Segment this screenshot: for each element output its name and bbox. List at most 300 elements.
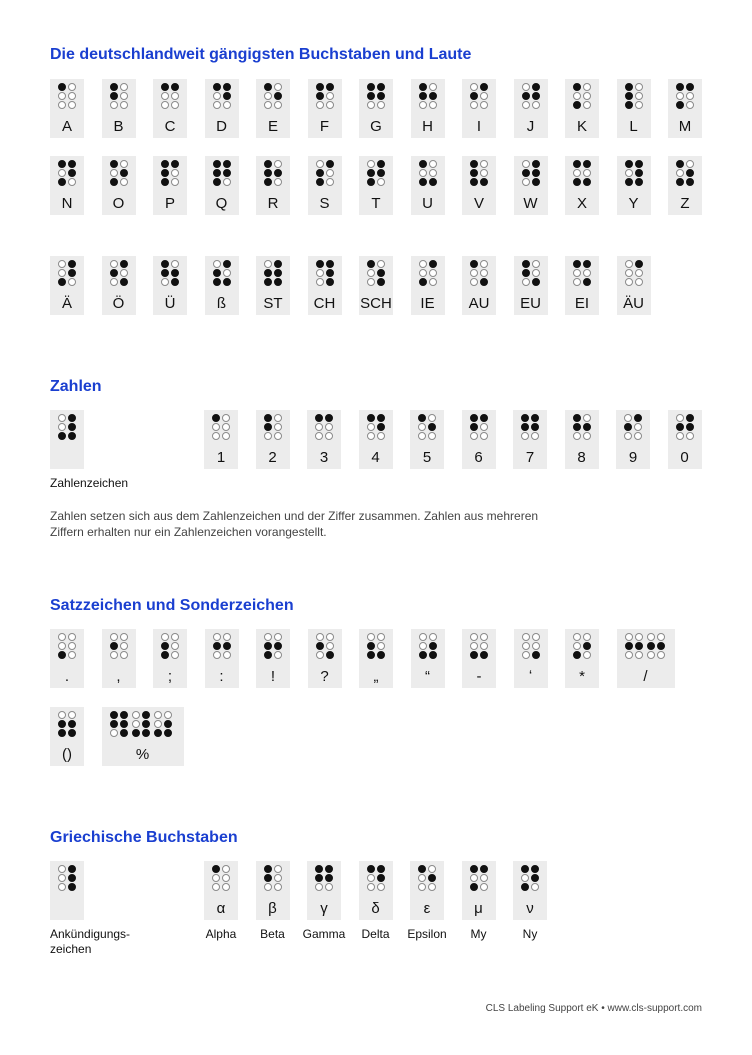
raised-dot bbox=[470, 160, 478, 168]
raised-dot bbox=[367, 169, 375, 177]
raised-dot bbox=[161, 83, 169, 91]
flat-dot bbox=[58, 874, 66, 882]
braille-glyph bbox=[58, 260, 76, 286]
flat-dot bbox=[428, 414, 436, 422]
raised-dot bbox=[316, 178, 324, 186]
raised-dot bbox=[110, 178, 118, 186]
flat-dot bbox=[315, 423, 323, 431]
braille-cell-label: - bbox=[476, 668, 482, 685]
flat-dot bbox=[429, 169, 437, 177]
flat-dot bbox=[274, 651, 282, 659]
braille-glyph bbox=[367, 633, 385, 659]
flat-dot bbox=[522, 642, 530, 650]
raised-dot bbox=[171, 269, 179, 277]
flat-dot bbox=[377, 633, 385, 641]
raised-dot bbox=[120, 169, 128, 177]
flat-dot bbox=[480, 633, 488, 641]
flat-dot bbox=[161, 278, 169, 286]
raised-dot bbox=[573, 101, 581, 109]
flat-dot bbox=[58, 883, 66, 891]
braille-cell bbox=[616, 410, 650, 469]
flat-dot bbox=[377, 178, 385, 186]
flat-dot bbox=[377, 642, 385, 650]
number-sign-label: Zahlenzeichen bbox=[50, 476, 129, 490]
raised-dot bbox=[264, 414, 272, 422]
raised-dot bbox=[531, 865, 539, 873]
raised-dot bbox=[635, 642, 643, 650]
braille-cell-label: K bbox=[576, 118, 587, 135]
raised-dot bbox=[635, 160, 643, 168]
flat-dot bbox=[573, 269, 581, 277]
flat-dot bbox=[429, 269, 437, 277]
flat-dot bbox=[470, 432, 478, 440]
flat-dot bbox=[213, 260, 221, 268]
flat-dot bbox=[274, 423, 282, 431]
flat-dot bbox=[58, 269, 66, 277]
flat-dot bbox=[635, 83, 643, 91]
flat-dot bbox=[470, 642, 478, 650]
braille-cell-label: ? bbox=[320, 668, 329, 685]
raised-dot bbox=[161, 269, 169, 277]
flat-dot bbox=[120, 642, 128, 650]
braille-cell bbox=[153, 79, 187, 138]
flat-dot bbox=[367, 883, 375, 891]
flat-dot bbox=[419, 633, 427, 641]
flat-dot bbox=[676, 169, 684, 177]
flat-dot bbox=[532, 269, 540, 277]
braille-cell bbox=[256, 410, 290, 469]
flat-dot bbox=[264, 633, 272, 641]
raised-dot bbox=[110, 711, 118, 719]
raised-dot bbox=[532, 92, 540, 100]
raised-dot bbox=[635, 169, 643, 177]
braille-cell bbox=[462, 79, 496, 138]
braille-cell bbox=[565, 410, 599, 469]
flat-dot bbox=[274, 874, 282, 882]
flat-dot bbox=[120, 101, 128, 109]
flat-dot bbox=[120, 651, 128, 659]
braille-cell-label: T bbox=[371, 195, 381, 212]
braille-glyph bbox=[418, 865, 436, 891]
raised-dot bbox=[264, 874, 272, 882]
raised-dot bbox=[634, 414, 642, 422]
raised-dot bbox=[58, 160, 66, 168]
braille-glyph bbox=[367, 865, 385, 891]
braille-cell bbox=[565, 156, 599, 215]
braille-glyph bbox=[110, 633, 128, 659]
braille-cell-label: 9 bbox=[628, 449, 638, 466]
braille-glyph bbox=[367, 260, 385, 286]
flat-dot bbox=[171, 260, 179, 268]
braille-glyph bbox=[315, 865, 333, 891]
raised-dot bbox=[171, 83, 179, 91]
flat-dot bbox=[657, 651, 665, 659]
flat-dot bbox=[480, 169, 488, 177]
braille-glyph bbox=[470, 633, 488, 659]
flat-dot bbox=[326, 92, 334, 100]
braille-glyph bbox=[316, 83, 334, 109]
greek-letter-name: Beta bbox=[260, 927, 285, 941]
raised-dot bbox=[274, 278, 282, 286]
flat-dot bbox=[274, 432, 282, 440]
raised-dot bbox=[429, 642, 437, 650]
braille-cell-label: D bbox=[216, 118, 227, 135]
flat-dot bbox=[583, 651, 591, 659]
flat-dot bbox=[213, 101, 221, 109]
raised-dot bbox=[377, 83, 385, 91]
flat-dot bbox=[624, 432, 632, 440]
braille-glyph bbox=[58, 160, 76, 186]
braille-cell-label: δ bbox=[371, 900, 380, 917]
braille-glyph bbox=[264, 83, 282, 109]
braille-cell bbox=[50, 629, 84, 688]
braille-cell-label: , bbox=[116, 668, 121, 685]
flat-dot bbox=[377, 883, 385, 891]
braille-cell bbox=[668, 410, 702, 469]
flat-dot bbox=[480, 423, 488, 431]
braille-cell-label: W bbox=[523, 195, 538, 212]
flat-dot bbox=[58, 642, 66, 650]
flat-dot bbox=[647, 651, 655, 659]
braille-cell-label: CH bbox=[313, 295, 336, 312]
flat-dot bbox=[58, 633, 66, 641]
raised-dot bbox=[68, 729, 76, 737]
braille-cell-label: ! bbox=[270, 668, 276, 685]
braille-cell-label: ST bbox=[263, 295, 283, 312]
raised-dot bbox=[212, 414, 220, 422]
flat-dot bbox=[171, 642, 179, 650]
flat-dot bbox=[635, 651, 643, 659]
flat-dot bbox=[522, 278, 530, 286]
raised-dot bbox=[58, 720, 66, 728]
flat-dot bbox=[274, 883, 282, 891]
flat-dot bbox=[522, 633, 530, 641]
braille-cell bbox=[617, 629, 675, 688]
braille-glyph bbox=[419, 260, 437, 286]
flat-dot bbox=[326, 642, 334, 650]
raised-dot bbox=[377, 414, 385, 422]
braille-cell bbox=[308, 156, 342, 215]
flat-dot bbox=[367, 160, 375, 168]
raised-dot bbox=[315, 874, 323, 882]
raised-dot bbox=[68, 720, 76, 728]
braille-glyph bbox=[367, 83, 385, 109]
raised-dot bbox=[110, 83, 118, 91]
raised-dot bbox=[68, 169, 76, 177]
flat-dot bbox=[573, 432, 581, 440]
raised-dot bbox=[264, 423, 272, 431]
braille-cell-label: 3 bbox=[319, 449, 329, 466]
raised-dot bbox=[213, 278, 221, 286]
braille-glyph bbox=[625, 160, 643, 186]
raised-dot bbox=[377, 874, 385, 882]
braille-glyph bbox=[625, 633, 643, 659]
braille-cell-label: V bbox=[473, 195, 484, 212]
braille-glyph bbox=[315, 414, 333, 440]
raised-dot bbox=[532, 278, 540, 286]
flat-dot bbox=[264, 432, 272, 440]
raised-dot bbox=[428, 423, 436, 431]
raised-dot bbox=[583, 278, 591, 286]
flat-dot bbox=[212, 883, 220, 891]
flat-dot bbox=[274, 865, 282, 873]
raised-dot bbox=[315, 414, 323, 422]
braille-cell bbox=[411, 629, 445, 688]
raised-dot bbox=[223, 169, 231, 177]
braille-glyph bbox=[132, 711, 150, 737]
flat-dot bbox=[68, 278, 76, 286]
flat-dot bbox=[213, 651, 221, 659]
braille-cell-label: ; bbox=[167, 668, 173, 685]
flat-dot bbox=[223, 651, 231, 659]
raised-dot bbox=[161, 178, 169, 186]
flat-dot bbox=[573, 92, 581, 100]
flat-dot bbox=[573, 169, 581, 177]
flat-dot bbox=[377, 101, 385, 109]
flat-dot bbox=[521, 874, 529, 882]
braille-cell-label: β bbox=[268, 900, 277, 917]
braille-glyph bbox=[676, 83, 694, 109]
raised-dot bbox=[223, 83, 231, 91]
braille-glyph bbox=[522, 260, 540, 286]
braille-cell bbox=[50, 410, 84, 469]
raised-dot bbox=[58, 729, 66, 737]
raised-dot bbox=[480, 865, 488, 873]
raised-dot bbox=[377, 651, 385, 659]
flat-dot bbox=[583, 633, 591, 641]
braille-cell-label: U bbox=[422, 195, 433, 212]
raised-dot bbox=[367, 83, 375, 91]
flat-dot bbox=[522, 83, 530, 91]
flat-dot bbox=[367, 269, 375, 277]
flat-dot bbox=[676, 414, 684, 422]
flat-dot bbox=[264, 101, 272, 109]
raised-dot bbox=[470, 865, 478, 873]
raised-dot bbox=[161, 160, 169, 168]
raised-dot bbox=[316, 260, 324, 268]
braille-cell bbox=[359, 156, 393, 215]
flat-dot bbox=[418, 874, 426, 882]
raised-dot bbox=[142, 729, 150, 737]
flat-dot bbox=[532, 633, 540, 641]
braille-cell bbox=[462, 410, 496, 469]
raised-dot bbox=[68, 865, 76, 873]
raised-dot bbox=[120, 729, 128, 737]
flat-dot bbox=[480, 160, 488, 168]
raised-dot bbox=[213, 169, 221, 177]
flat-dot bbox=[132, 720, 140, 728]
raised-dot bbox=[470, 178, 478, 186]
flat-dot bbox=[429, 633, 437, 641]
braille-cell-label: 4 bbox=[371, 449, 380, 466]
flat-dot bbox=[531, 432, 539, 440]
raised-dot bbox=[418, 414, 426, 422]
raised-dot bbox=[367, 92, 375, 100]
footer-credit: CLS Labeling Support eK • www.cls-support.com bbox=[485, 1003, 702, 1014]
flat-dot bbox=[316, 160, 324, 168]
braille-cell-label: O bbox=[112, 195, 125, 212]
raised-dot bbox=[120, 260, 128, 268]
braille-cell-label: M bbox=[678, 118, 692, 135]
braille-cell-label: μ bbox=[474, 900, 483, 917]
flat-dot bbox=[367, 101, 375, 109]
flat-dot bbox=[161, 92, 169, 100]
flat-dot bbox=[58, 711, 66, 719]
flat-dot bbox=[428, 865, 436, 873]
raised-dot bbox=[377, 169, 385, 177]
raised-dot bbox=[212, 865, 220, 873]
braille-cell-label: * bbox=[579, 668, 585, 685]
raised-dot bbox=[110, 642, 118, 650]
raised-dot bbox=[213, 83, 221, 91]
braille-glyph bbox=[367, 160, 385, 186]
flat-dot bbox=[521, 432, 529, 440]
raised-dot bbox=[377, 278, 385, 286]
raised-dot bbox=[573, 651, 581, 659]
flat-dot bbox=[583, 414, 591, 422]
raised-dot bbox=[68, 269, 76, 277]
flat-dot bbox=[68, 92, 76, 100]
raised-dot bbox=[635, 178, 643, 186]
flat-dot bbox=[429, 278, 437, 286]
flat-dot bbox=[58, 414, 66, 422]
raised-dot bbox=[316, 83, 324, 91]
flat-dot bbox=[264, 883, 272, 891]
raised-dot bbox=[429, 651, 437, 659]
raised-dot bbox=[532, 651, 540, 659]
braille-cell bbox=[205, 79, 239, 138]
flat-dot bbox=[274, 414, 282, 422]
raised-dot bbox=[161, 642, 169, 650]
braille-glyph bbox=[58, 633, 76, 659]
braille-cell-label: ʻ bbox=[528, 668, 533, 685]
flat-dot bbox=[316, 651, 324, 659]
raised-dot bbox=[676, 101, 684, 109]
braille-cell bbox=[565, 256, 599, 315]
raised-dot bbox=[171, 278, 179, 286]
braille-cell bbox=[462, 861, 496, 920]
braille-cell bbox=[153, 256, 187, 315]
flat-dot bbox=[171, 101, 179, 109]
braille-cell-label: C bbox=[164, 118, 176, 135]
braille-glyph bbox=[212, 865, 230, 891]
braille-glyph bbox=[58, 83, 76, 109]
flat-dot bbox=[274, 83, 282, 91]
raised-dot bbox=[470, 423, 478, 431]
braille-glyph bbox=[418, 414, 436, 440]
braille-cell bbox=[204, 861, 238, 920]
braille-glyph bbox=[624, 414, 642, 440]
flat-dot bbox=[418, 883, 426, 891]
raised-dot bbox=[161, 651, 169, 659]
braille-glyph bbox=[316, 160, 334, 186]
flat-dot bbox=[58, 169, 66, 177]
flat-dot bbox=[325, 883, 333, 891]
raised-dot bbox=[419, 83, 427, 91]
braille-cell bbox=[153, 156, 187, 215]
flat-dot bbox=[110, 278, 118, 286]
raised-dot bbox=[264, 178, 272, 186]
flat-dot bbox=[635, 92, 643, 100]
braille-cell bbox=[617, 79, 651, 138]
raised-dot bbox=[657, 642, 665, 650]
flat-dot bbox=[367, 633, 375, 641]
braille-glyph bbox=[264, 414, 282, 440]
raised-dot bbox=[522, 92, 530, 100]
raised-dot bbox=[676, 83, 684, 91]
raised-dot bbox=[377, 865, 385, 873]
flat-dot bbox=[223, 101, 231, 109]
braille-glyph bbox=[676, 414, 694, 440]
braille-cell bbox=[102, 156, 136, 215]
flat-dot bbox=[110, 101, 118, 109]
raised-dot bbox=[325, 414, 333, 422]
braille-glyph bbox=[522, 633, 540, 659]
braille-cell-label: Ä bbox=[61, 295, 72, 312]
flat-dot bbox=[480, 260, 488, 268]
raised-dot bbox=[522, 169, 530, 177]
raised-dot bbox=[164, 729, 172, 737]
raised-dot bbox=[110, 160, 118, 168]
flat-dot bbox=[164, 711, 172, 719]
raised-dot bbox=[171, 160, 179, 168]
raised-dot bbox=[213, 160, 221, 168]
raised-dot bbox=[521, 865, 529, 873]
braille-glyph bbox=[110, 711, 128, 737]
raised-dot bbox=[264, 865, 272, 873]
flat-dot bbox=[429, 101, 437, 109]
raised-dot bbox=[419, 178, 427, 186]
flat-dot bbox=[583, 92, 591, 100]
raised-dot bbox=[223, 160, 231, 168]
braille-cell bbox=[307, 410, 341, 469]
braille-glyph bbox=[419, 160, 437, 186]
raised-dot bbox=[532, 160, 540, 168]
flat-dot bbox=[68, 711, 76, 719]
flat-dot bbox=[470, 83, 478, 91]
flat-dot bbox=[68, 178, 76, 186]
flat-dot bbox=[532, 260, 540, 268]
raised-dot bbox=[326, 160, 334, 168]
raised-dot bbox=[419, 651, 427, 659]
braille-glyph bbox=[573, 160, 591, 186]
raised-dot bbox=[110, 269, 118, 277]
flat-dot bbox=[635, 633, 643, 641]
braille-cell bbox=[204, 410, 238, 469]
flat-dot bbox=[367, 874, 375, 882]
raised-dot bbox=[213, 642, 221, 650]
greek-sign-label-line-1: Ankündigungs- bbox=[50, 927, 131, 941]
flat-dot bbox=[212, 874, 220, 882]
braille-cell-label: SCH bbox=[360, 295, 392, 312]
braille-cell-label: EI bbox=[574, 295, 590, 312]
raised-dot bbox=[470, 169, 478, 177]
raised-dot bbox=[676, 423, 684, 431]
flat-dot bbox=[120, 178, 128, 186]
flat-dot bbox=[68, 642, 76, 650]
raised-dot bbox=[367, 642, 375, 650]
raised-dot bbox=[583, 423, 591, 431]
braille-cell-label: E bbox=[267, 118, 278, 135]
flat-dot bbox=[625, 633, 633, 641]
braille-cell bbox=[50, 256, 84, 315]
braille-cell bbox=[205, 629, 239, 688]
flat-dot bbox=[222, 874, 230, 882]
flat-dot bbox=[429, 83, 437, 91]
braille-cell bbox=[359, 256, 393, 315]
flat-dot bbox=[274, 101, 282, 109]
raised-dot bbox=[686, 169, 694, 177]
